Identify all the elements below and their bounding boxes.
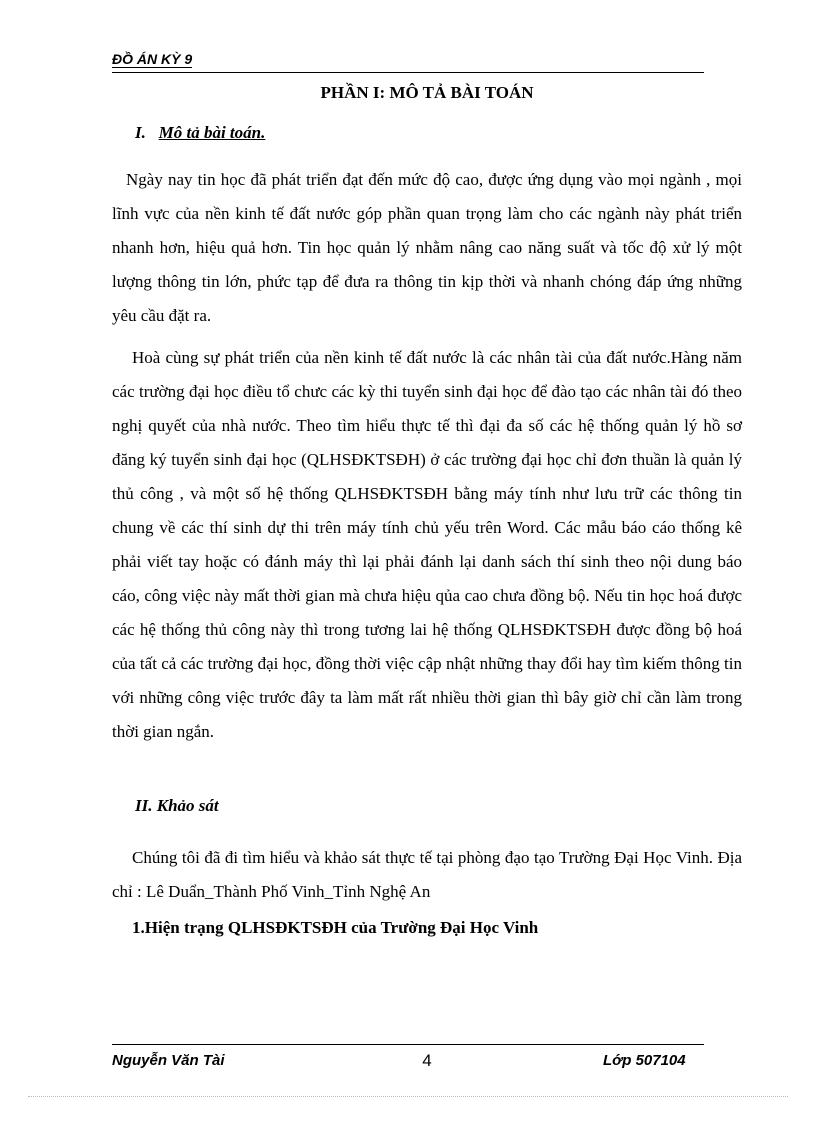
paragraph-1: Ngày nay tin học đã phát triển đạt đến mức độ cao, được ứng dụng vào mọi ngành , mọi lĩnh vực của nền kinh tế đất nước góp phần quan trọng làm cho các ngành này phát triển nhanh hơn, hiệu quả hơn. Tin học quản lý nhằm nâng cao năng suất và tốc độ xử lý một lượng thông tin lớn, phức tạp để đưa ra thông tin kịp thời và nhanh chóng đáp ứng những yêu cầu đặt ra.	[112, 170, 742, 325]
header-title: ĐỒ ÁN KỲ 9	[112, 51, 193, 67]
footer-class: Lớp 507104	[603, 1052, 686, 1069]
page-bottom-divider	[28, 1096, 788, 1097]
section-1-number: I.	[135, 123, 146, 142]
page-number: 4	[422, 1051, 432, 1070]
section-1-title: Mô tả bài toán.	[158, 123, 266, 142]
header-rule	[112, 72, 704, 73]
section-2-heading: II. Khảo sát	[135, 796, 219, 815]
section-1-heading	[135, 123, 265, 143]
part-title: PHẦN I: MÔ TẢ BÀI TOÁN	[320, 83, 534, 102]
subsection-heading: 1.Hiện trạng QLHSĐKTSĐH của Trường Đại Học Vinh	[132, 918, 539, 937]
footer-rule	[112, 1044, 704, 1045]
paragraph-2: Hoà cùng sự phát triển của nền kinh tế đất nước là các nhân tài của đất nước.Hàng năm các trường đại học điều tổ chưc các kỳ thi tuyển sinh đại học để đào tạo các nhân tài đó theo nghị quyết của nhà nước. Theo tìm hiểu thực tế thì đại đa số các hệ thống quản lý hồ sơ đăng ký tuyển sinh đại học (QLHSĐKTSĐH) ở các trường đại học chỉ đơn thuần là quản lý thủ công , và một số hệ thống QLHSĐKTSĐH bằng máy tính như lưu trữ các thông tin chung về các thí sinh dự thi trên máy tính chủ yếu trên Word. Các mẫu báo cáo thống kê phải viết tay hoặc có đánh máy thì lại phải đánh lại danh sách thí sinh theo nội dung báo cáo, công việc này mất thời gian mà chưa hiệu qủa cao chưa đồng bộ. Nếu tin học hoá được các hệ thống thủ công này thì trong tương lai hệ thống QLHSĐKTSĐH được đồng bộ hoá của tất cả các trường đại học, đồng thời việc cập nhật những thay đổi hay tìm kiếm thông tin với những công việc trước đây ta làm mất rất nhiều thời gian thì bây giờ chỉ cần làm trong thời gian ngắn.	[112, 348, 742, 741]
footer-author: Nguyễn Văn Tài	[112, 1052, 225, 1069]
paragraph-3: Chúng tôi đã đi tìm hiểu và khảo sát thực tế tại phòng đạo tạo Trường Đại Học Vinh. Địa chỉ : Lê Duẩn_Thành Phố Vinh_Tỉnh Nghệ An	[112, 848, 742, 901]
